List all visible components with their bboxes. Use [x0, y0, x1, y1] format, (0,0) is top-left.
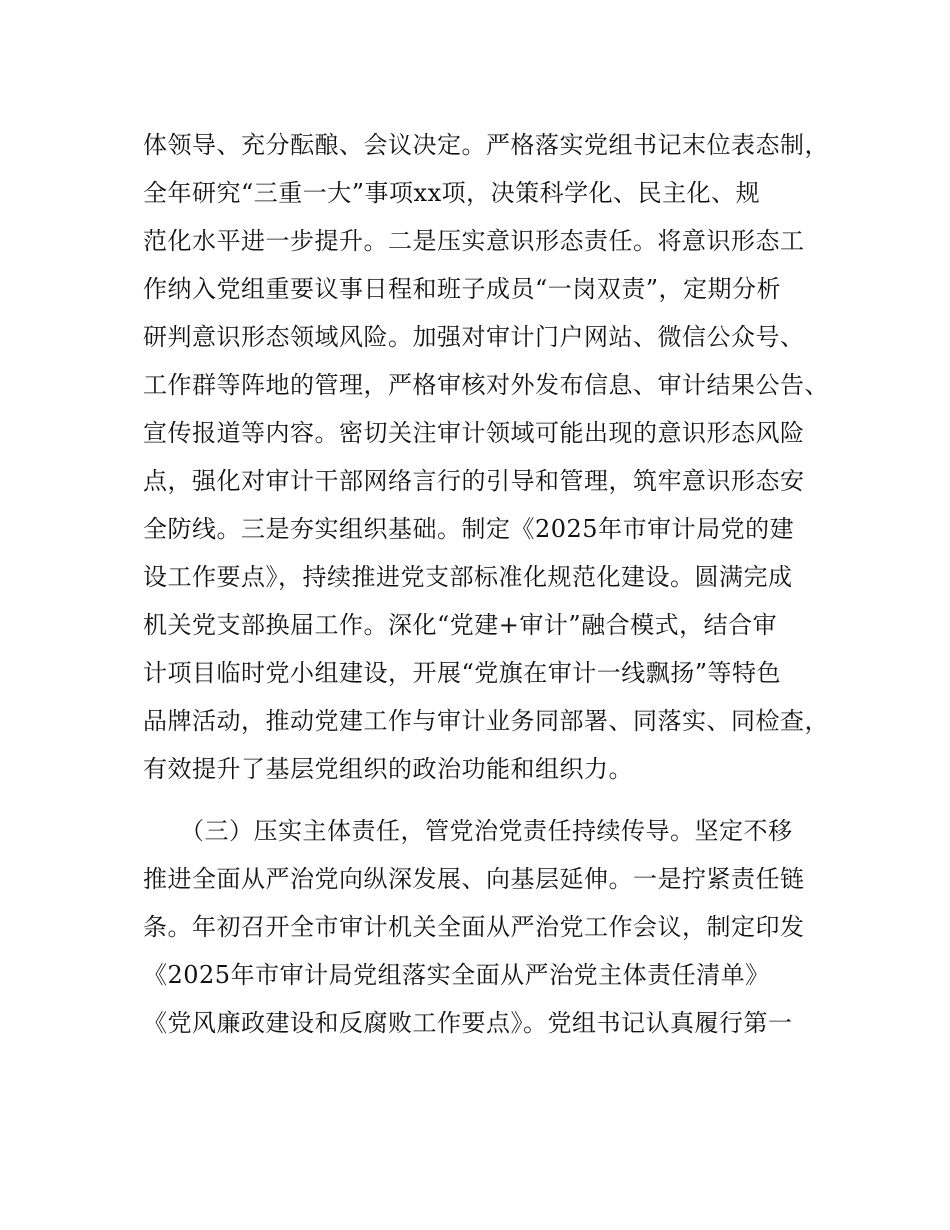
text-line: 品牌活动，推动党建工作与审计业务同部署、同落实、同检查， — [143, 707, 829, 735]
text-line: 宣传报道等内容。密切关注审计领域可能出现的意识形态风险 — [143, 419, 805, 447]
text-line: 体领导、充分酝酿、会议决定。严格落实党组书记末位表态制， — [143, 131, 829, 159]
text-line: 范化水平进一步提升。二是压实意识形态责任。将意识形态工 — [143, 227, 805, 255]
text-line: 全防线。三是夯实组织基础。制定《2025年市审计局党的建 — [143, 515, 795, 543]
text-line: 设工作要点》，持续推进党支部标准化规范化建设。圆满完成 — [143, 563, 793, 591]
text-line: 机关党支部换届工作。深化“党建+审计”融合模式，结合审 — [143, 611, 778, 639]
text-line: 《2025年市审计局党组落实全面从严治党主体责任清单》 — [143, 961, 770, 989]
text-line: 有效提升了基层党组织的政治功能和组织力。 — [143, 755, 633, 783]
text-line: 全年研究“三重一大”事项xx项，决策科学化、民主化、规 — [143, 179, 761, 207]
text-line: 点，强化对审计干部网络言行的引导和管理，筑牢意识形态安 — [143, 467, 805, 495]
text-line: 《党风廉政建设和反腐败工作要点》。党组书记认真履行第一 — [143, 1009, 793, 1037]
text-line: 推进全面从严治党向纵深发展、向基层延伸。一是拧紧责任链 — [143, 865, 805, 893]
text-line: 条。年初召开全市审计机关全面从严治党工作会议，制定印发 — [143, 913, 805, 941]
text-line: 计项目临时党小组建设，开展“党旗在审计一线飘扬”等特色 — [143, 659, 782, 687]
text-line: 研判意识形态领域风险。加强对审计门户网站、微信公众号、 — [143, 323, 805, 351]
text-line: 工作群等阵地的管理，严格审核对外发布信息、审计结果公告、 — [143, 371, 829, 399]
text-line: 作纳入党组重要议事日程和班子成员“一岗双责”，定期分析 — [143, 275, 782, 303]
section-heading-line: （三）压实主体责任，管党治党责任持续传导。坚定不移 — [180, 817, 793, 845]
